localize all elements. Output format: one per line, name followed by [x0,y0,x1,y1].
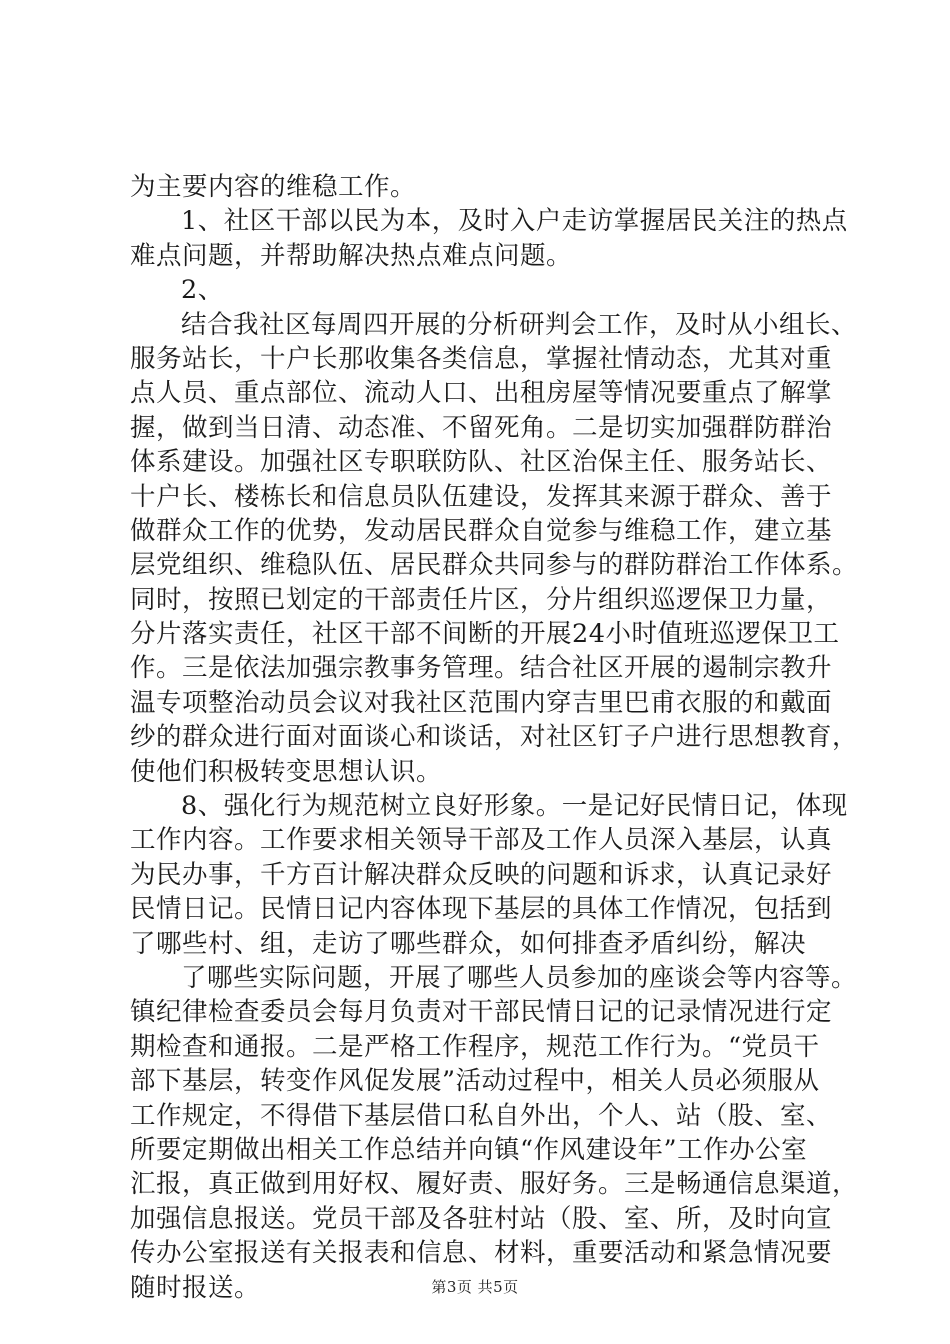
text-line: 纱的群众进行面对面谈心和谈话，对社区钉子户进行思想教育， [130,722,859,753]
text-line: 为主要内容的维稳工作。 [130,172,417,202]
document-body [130,170,859,1305]
text-line: 分片落实责任，社区干部不间断的开展24小时值班巡逻保卫工 [130,619,840,650]
text-line: 工作内容。工作要求相关领导干部及工作人员深入基层，认真 [130,825,833,856]
page-footer: 第3页 共5页 [431,1278,519,1296]
text-line: 体系建设。加强社区专职联防队、社区治保主任、服务站长、 [130,447,833,478]
text-line: 作。三是依法加强宗教事务管理。结合社区开展的遏制宗教升 [130,653,833,684]
text-line: 做群众工作的优势，发动居民群众自觉参与维稳工作，建立基 [130,515,833,546]
text-line: 1、社区干部以民为本，及时入户走访掌握居民关注的热点 [181,206,848,237]
text-line: 使他们积极转变思想认识。 [130,756,443,787]
text-line: 同时，按照已划定的干部责任片区，分片组织巡逻保卫力量， [130,584,833,615]
text-line: 8、强化行为规范树立良好形象。一是记好民情日记，体现 [181,791,848,822]
text-line: 加强信息报送。党员干部及各驻村站（股、室、所，及时向宣 [130,1203,833,1234]
text-line: 十户长、楼栋长和信息员队伍建设，发挥其来源于群众、善于 [130,481,833,512]
text-line: 服务站长，十户长那收集各类信息，掌握社情动态，尤其对重 [130,343,833,374]
text-line: 握，做到当日清、动态准、不留死角。二是切实加强群防群治 [130,412,833,443]
text-line: 温专项整治动员会议对我社区范围内穿吉里巴甫衣服的和戴面 [130,687,833,718]
text-line: 了哪些实际问题，开展了哪些人员参加的座谈会等内容等。 [181,962,858,993]
text-line: 随时报送。 [130,1272,261,1303]
text-line: 期检查和通报。二是严格工作程序，规范工作行为。“党员干 [130,1031,820,1062]
text-line: 为民办事，千方百计解决群众反映的问题和诉求，认真记录好 [130,859,833,890]
text-line: 工作规定，不得借下基层借口私自外出，个人、站（股、室、 [130,1100,833,1131]
text-line: 层党组织、维稳队伍、居民群众共同参与的群防群治工作体系。 [130,550,859,581]
text-line: 镇纪律检查委员会每月负责对干部民情日记的记录情况进行定 [130,997,833,1028]
text-line: 所要定期做出相关工作总结并向镇“作风建设年”工作办公室 [130,1134,808,1165]
text-line: 结合我社区每周四开展的分析研判会工作，及时从小组长、 [181,309,858,340]
text-line: 部下基层，转变作风促发展”活动过程中，相关人员必须服从 [130,1066,820,1097]
text-line: 了哪些村、组，走访了哪些群众，如何排查矛盾纠纷，解决 [130,928,807,959]
text-line: 民情日记。民情日记内容体现下基层的具体工作情况，包括到 [130,894,833,925]
text-line: 传办公室报送有关报表和信息、材料，重要活动和紧急情况要 [130,1238,833,1269]
text-line: 汇报，真正做到用好权、履好责、服好务。三是畅通信息渠道， [130,1169,859,1200]
text-line: 点人员、重点部位、流动人口、出租房屋等情况要重点了解掌 [130,378,833,409]
text-line: 2、 [181,275,224,306]
text-line: 难点问题，并帮助解决热点难点问题。 [130,240,573,271]
